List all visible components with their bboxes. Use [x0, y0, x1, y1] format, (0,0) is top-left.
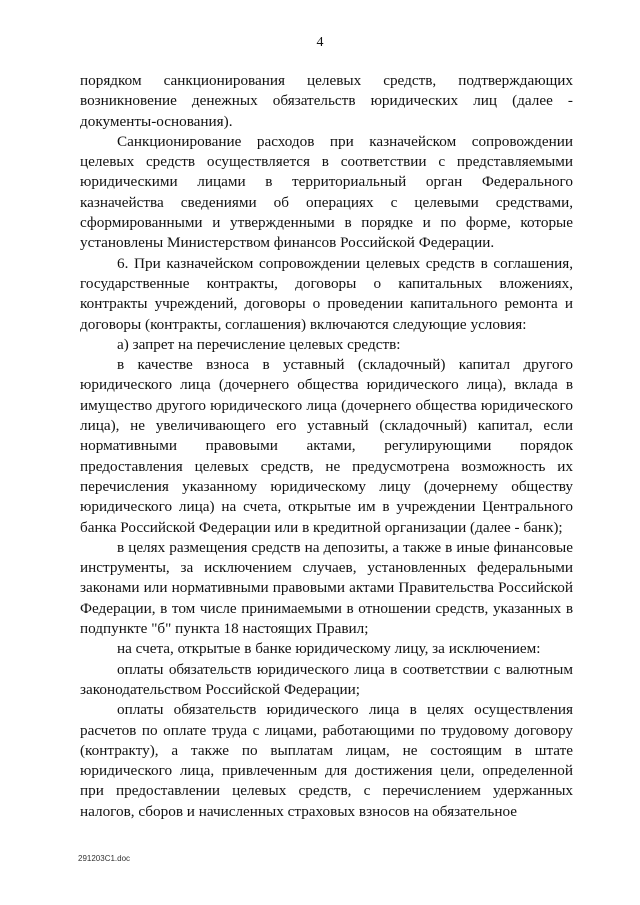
document-body	[80, 71, 573, 822]
paragraph-8: оплаты обязательств юридического лица в соответствии с валютным законодательством Российской Федерации;	[80, 660, 573, 698]
page-number: 4	[316, 35, 324, 50]
paragraph-3: 6. При казначейском сопровождении целевых средств в соглашения, государственные контракты, договоры о капитальных вложениях, контракты учреждений, договоры о проведении капитального ремонта и договоры (контракты, соглашения) включаются следующие условия:	[80, 254, 573, 333]
paragraph-7: на счета, открытые в банке юридическому лицу, за исключением:	[117, 640, 541, 658]
paragraph-5: в качестве взноса в уставный (складочный) капитал другого юридического лица (дочернего общества юридического лица), вклада в имущество другого юридического лица (дочернего общества юридического лица), не увеличивающего его уставный (складочный) капитал, если нормативными правовыми актами, регулирующими порядок предоставления целевых средств, не предусмотрена возможность их перечисления указанному юридическому лицу (дочернему обществу юридического лица) на счета, открытые им в учреждении Центрального банка Российской Федерации или в кредитной организации (далее - банк);	[80, 356, 573, 536]
paragraph-4: а) запрет на перечисление целевых средств:	[117, 335, 401, 353]
paragraph-1: порядком санкционирования целевых средств, подтверждающих возникновение денежных обязательств юридических лиц (далее - документы-основания).	[80, 72, 573, 130]
paragraph-6: в целях размещения средств на депозиты, а также в иные финансовые инструменты, за исключением случаев, установленных федеральными законами или нормативными правовыми актами Правительства Российской Федерации, в том числе принимаемыми в отношении средств, указанных в подпункте "б" пункта 18 настоящих Правил;	[80, 538, 573, 638]
paragraph-9: оплаты обязательств юридического лица в целях осуществления расчетов по оплате труда с лицами, работающими по трудовому договору (контракту), а также по выплатам лицам, не состоящим в штате юридического лица, привлеченным для достижения цели, определенной при предоставлении целевых средств, с перечислением удержанных налогов, сборов и начисленных страховых взносов на обязательное	[80, 701, 573, 820]
footer-filename: 291203C1.doc	[78, 854, 131, 863]
paragraph-2: Санкционирование расходов при казначейском сопровождении целевых средств осуществляется в соответствии с представляемыми юридическими лицами в территориальный орган Федерального казначейства сведениями об операциях с целевыми средствами, сформированными и утвержденными в порядке и по форме, которые установлены Министерством финансов Российской Федерации.	[80, 132, 573, 252]
